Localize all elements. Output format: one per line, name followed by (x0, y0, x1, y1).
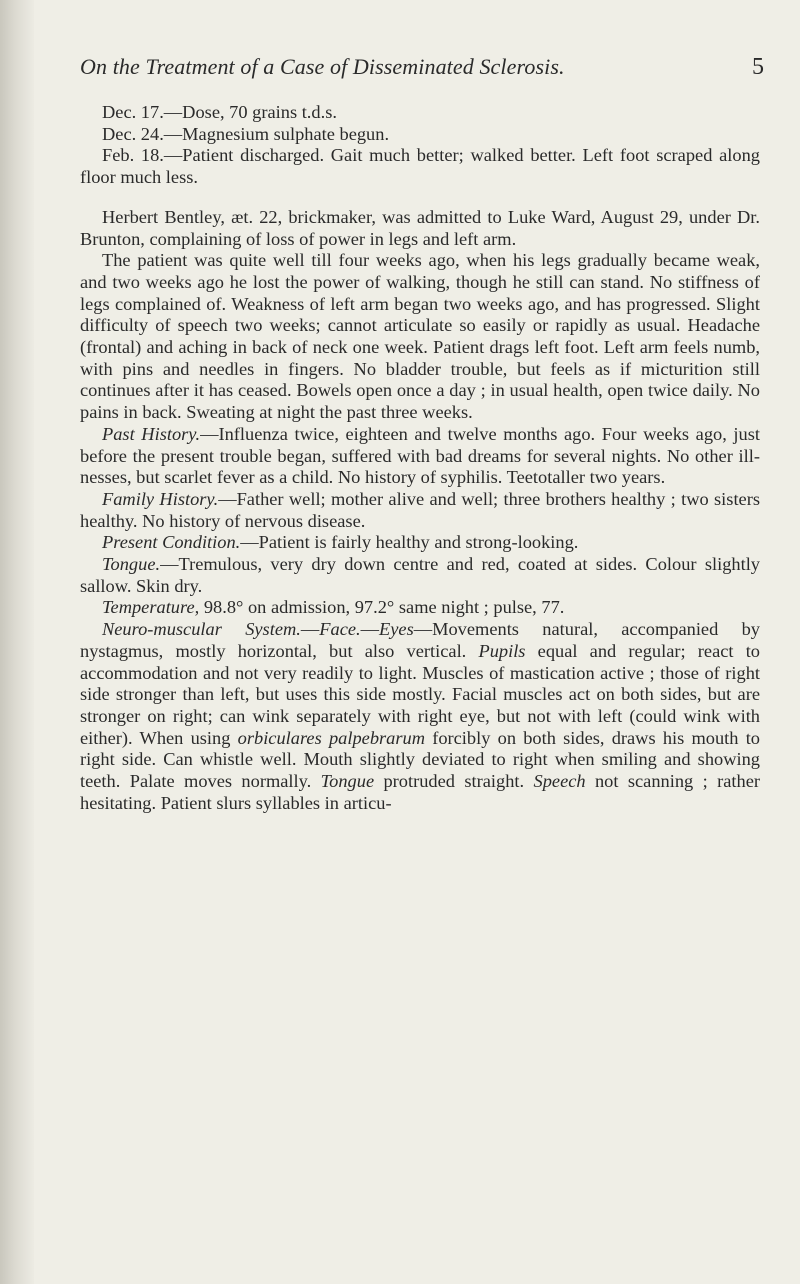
eyes-label: Eyes (379, 619, 414, 640)
pupils-text: equal and regular; react to accommodation and not very readily to light. Muscles of mastication active ; those of right side stronger than left, but uses this side mostly. Facial muscles act on both sides, but are stronger on right; can wink separately with right eye, but not with left (could wink with either). When using (80, 640, 760, 748)
tongue-protrusion-text: protruded straight. (374, 771, 534, 792)
past-history (80, 424, 760, 489)
neuro-paragraph (80, 619, 760, 814)
orbiculares-term: orbiculares palpebrarum (237, 727, 425, 748)
family-history (80, 489, 760, 532)
present-condition (80, 532, 760, 554)
present-condition-label: Present Condition. (102, 532, 241, 553)
past-history-text: —Influenza twice, eighteen and twelve months ago. Four weeks ago, just before the present trouble began, suffered with bad dreams for several nights. No other ill-nesses, but scarlet fever as a child. No history of syphilis. Teetotaller two years. (80, 423, 760, 488)
family-history-label: Family History. (102, 488, 219, 509)
history-text: The patient was quite well till four weeks ago, when his legs gradually became weak, and two weeks ago he lost the power of walking, though he still can stand. No stiffness of legs complained of. Weakness of left arm began two weeks ago, and has progressed. Slight difficulty of speech two weeks; cannot articulate so easily or rapidly as usual. Headache (frontal) and aching in back of neck one week. Patient drags left foot. Left arm feels numb, with pins and needles in fingers. No bladder trouble, but feels as if micturition still continues after it has ceased. Bowels open once a day ; in usual health, open twice daily. No pains in back. Sweating at night the past three weeks. (80, 250, 760, 423)
past-history-label: Past History. (102, 423, 201, 444)
temperature-paragraph (80, 597, 760, 619)
speech-term: Speech (533, 771, 586, 792)
family-history-text: —Father well; mother alive and well; three brothers healthy ; two sisters healthy. No history of nervous disease. (80, 488, 760, 531)
section-gap (80, 189, 760, 207)
orbiculares-text: forcibly on both sides, draws his mouth to right side. Can whistle well. Mouth slightly deviated to right when smiling and showing teeth. Palate moves normally. (80, 727, 760, 792)
neuro-system-label: Neuro-muscular System. (102, 619, 301, 640)
neuro-dash-1: — (300, 619, 320, 640)
face-label: Face. (319, 619, 361, 640)
speech-text: not scanning ; rather hesitating. Patient slurs syllables in articu- (80, 771, 760, 813)
pupils-label: Pupils (478, 640, 526, 661)
running-title: On the Treatment of a Case of Disseminated Sclerosis. (80, 54, 565, 79)
book-page (80, 54, 764, 815)
present-condition-text: —Patient is fairly healthy and strong-looking. (240, 532, 579, 553)
neuro-dash-2: — (360, 619, 380, 640)
tongue-paragraph (80, 554, 760, 597)
tongue-text: —Tremulous, very dry down centre and red, coated at sides. Colour slightly sallow. Skin dry. (80, 554, 760, 596)
temperature-label: Temperature, (102, 597, 200, 618)
page-body (80, 102, 760, 815)
running-header (80, 54, 764, 90)
temperature-text: 98.8° on admission, 97.2° same night ; pulse, 77. (199, 597, 565, 618)
entry-feb-18: Feb. 18.—Patient discharged. Gait much better; walked better. Left foot scraped along floor much less. (80, 145, 760, 188)
entry-dec-24: Dec. 24.—Magnesium sulphate begun. (102, 123, 390, 144)
page-number: 5 (752, 54, 764, 80)
entry-dec-17: Dec. 17.—Dose, 70 grains t.d.s. (102, 102, 337, 122)
tongue-label: Tongue. (102, 554, 161, 575)
eyes-text: —Movements natural, accompanied by nystagmus, mostly horizontal, but also vertical. (80, 619, 761, 661)
tongue-term: Tongue (320, 771, 375, 792)
case-intro: Herbert Bentley, æt. 22, brickmaker, was admitted to Luke Ward, August 29, under Dr. Brunton, complaining of loss of power in legs and left arm. (80, 206, 760, 249)
page-gutter-shadow (0, 0, 34, 1284)
